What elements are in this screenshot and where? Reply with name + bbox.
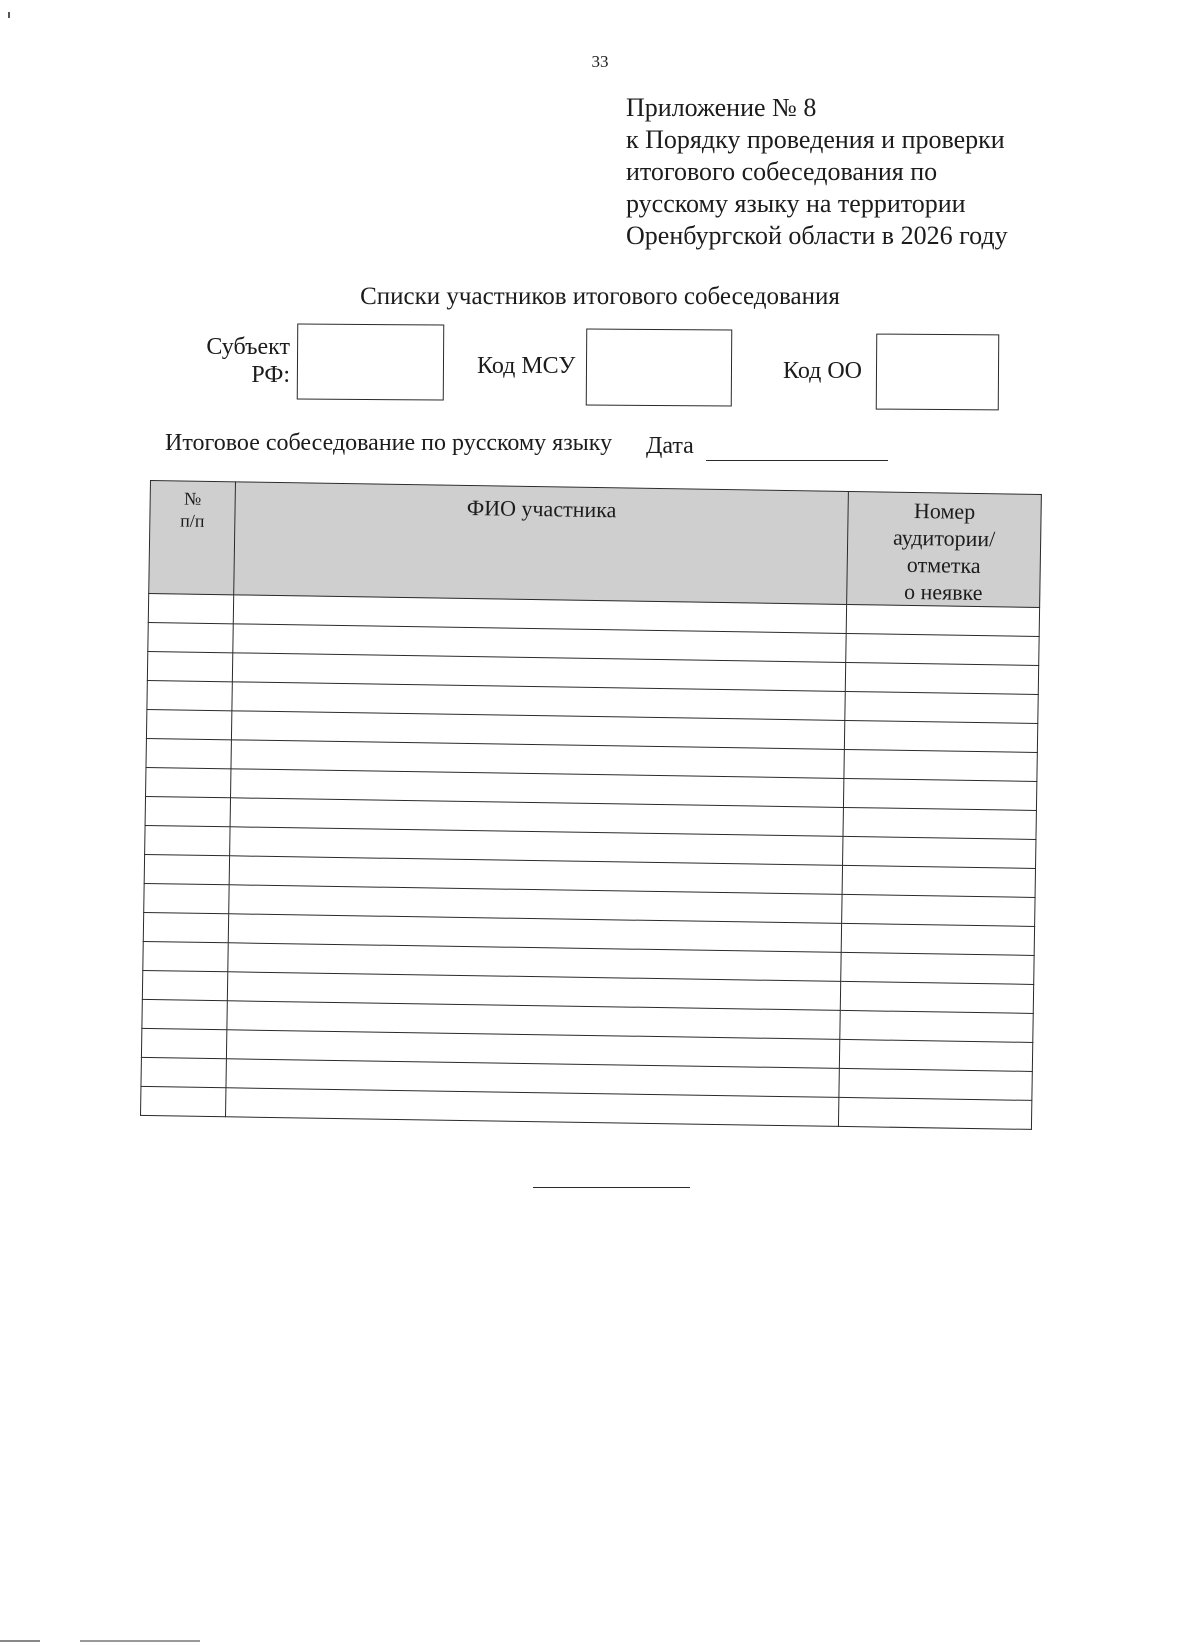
subject-label: Субъект РФ: — [206, 334, 290, 388]
appendix-line: Оренбургской области в 2026 году — [626, 221, 1008, 250]
cell-num[interactable] — [144, 854, 229, 884]
cell-num[interactable] — [146, 709, 231, 739]
cell-num[interactable] — [142, 999, 227, 1029]
date-field-line[interactable] — [706, 460, 888, 461]
cell-auditorium[interactable] — [846, 633, 1039, 665]
header-num: № п/п — [149, 481, 236, 595]
cell-auditorium[interactable] — [846, 604, 1039, 636]
header-auditorium: Номер аудитории/ отметка о неявке — [847, 491, 1042, 607]
cell-auditorium[interactable] — [844, 749, 1037, 781]
oo-code-box[interactable] — [876, 334, 1000, 411]
cell-auditorium[interactable] — [845, 662, 1038, 694]
cell-auditorium[interactable] — [844, 720, 1037, 752]
appendix-line: Приложение № 8 — [626, 93, 817, 122]
oo-label: Код ОО — [783, 358, 862, 384]
cell-auditorium[interactable] — [843, 836, 1036, 868]
cell-auditorium[interactable] — [842, 865, 1035, 897]
cell-num[interactable] — [145, 796, 230, 826]
participants-table — [140, 480, 1042, 1130]
cell-auditorium[interactable] — [840, 981, 1033, 1013]
cell-auditorium[interactable] — [840, 1010, 1033, 1042]
appendix-block — [626, 92, 1008, 252]
cell-num[interactable] — [141, 1086, 226, 1116]
cell-num[interactable] — [148, 622, 233, 652]
cell-auditorium[interactable] — [841, 952, 1034, 984]
header-fio: ФИО участника — [234, 482, 849, 605]
document-title: Списки участников итогового собеседования — [360, 283, 840, 310]
cell-auditorium[interactable] — [839, 1068, 1032, 1100]
cell-num[interactable] — [141, 1057, 226, 1087]
scan-mark — [8, 12, 10, 18]
cell-num[interactable] — [148, 593, 233, 623]
cell-num[interactable] — [144, 883, 229, 913]
appendix-line: русскому языку на территории — [626, 189, 966, 218]
table-body — [141, 593, 1040, 1129]
exam-subject-line: Итоговое собеседование по русскому языку — [165, 430, 613, 456]
cell-auditorium[interactable] — [845, 691, 1038, 723]
cell-auditorium[interactable] — [839, 1039, 1032, 1071]
table-header-row — [149, 481, 1042, 608]
cell-num[interactable] — [142, 970, 227, 1000]
scan-mark — [80, 1640, 200, 1642]
cell-auditorium[interactable] — [841, 923, 1034, 955]
appendix-line: итогового собеседования по — [626, 157, 938, 186]
cell-num[interactable] — [143, 941, 228, 971]
msu-label: Код МСУ — [477, 353, 576, 379]
msu-code-box[interactable] — [586, 328, 733, 406]
cell-num[interactable] — [145, 825, 230, 855]
cell-auditorium[interactable] — [843, 778, 1036, 810]
date-label: Дата — [646, 433, 694, 459]
cell-auditorium[interactable] — [838, 1097, 1031, 1129]
cell-num[interactable] — [147, 651, 232, 681]
cell-auditorium[interactable] — [843, 807, 1036, 839]
appendix-line: к Порядку проведения и проверки — [626, 125, 1005, 154]
scan-mark — [0, 1640, 40, 1642]
end-rule — [533, 1187, 690, 1188]
cell-num[interactable] — [141, 1028, 226, 1058]
cell-num[interactable] — [143, 912, 228, 942]
cell-num[interactable] — [147, 680, 232, 710]
subject-code-box[interactable] — [297, 323, 445, 400]
cell-num[interactable] — [146, 767, 231, 797]
page-number: 33 — [591, 52, 609, 71]
cell-num[interactable] — [146, 738, 231, 768]
cell-auditorium[interactable] — [842, 894, 1035, 926]
